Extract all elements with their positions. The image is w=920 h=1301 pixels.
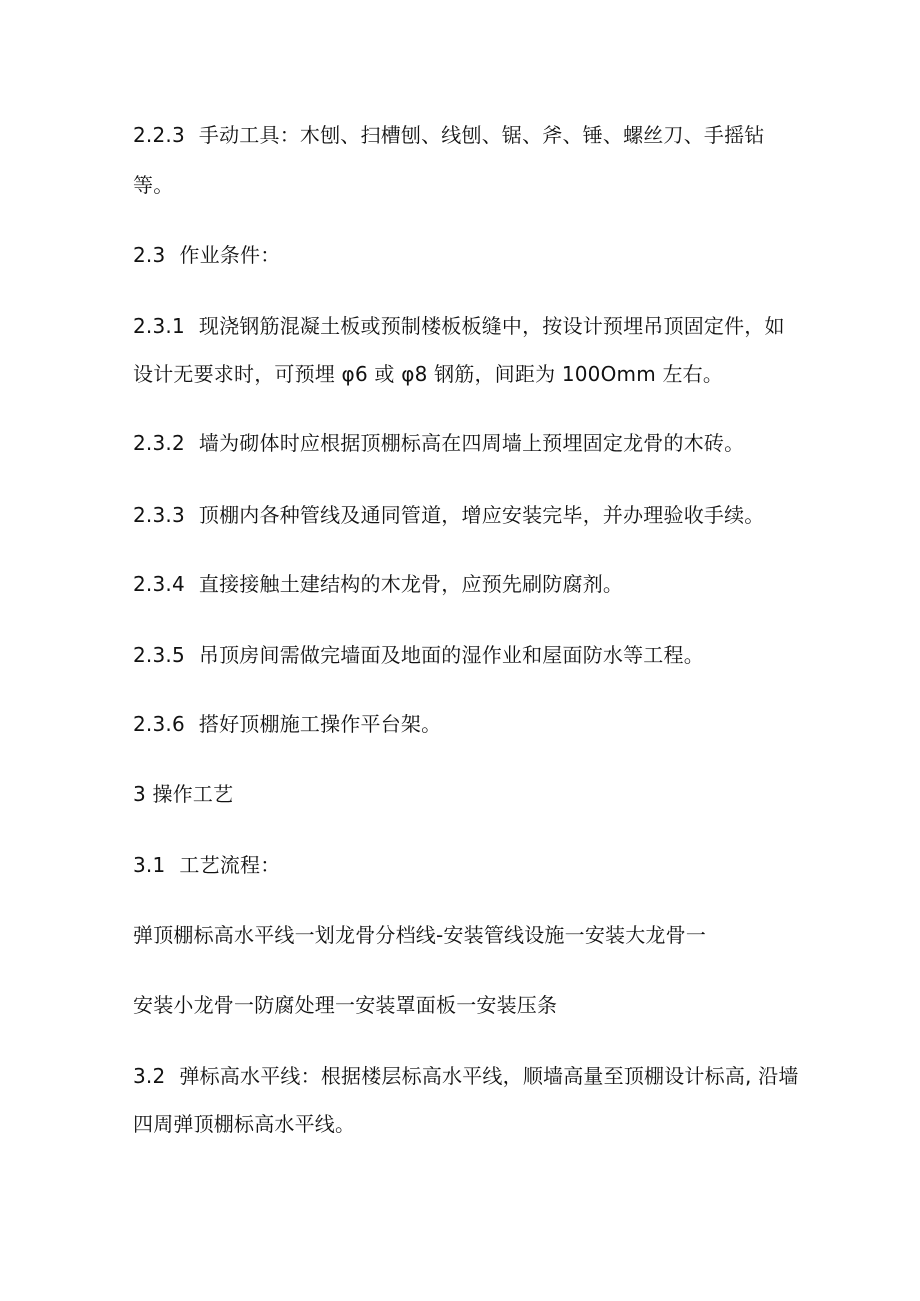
paragraph-text: 工艺流程： [179,853,281,877]
paragraph-text: 安装小龙骨一防腐处理一安装罩面板一安装压条 [133,993,558,1017]
paragraph-3-1 [133,851,813,879]
paragraph-text: 四周弹顶棚标高水平线。 [133,1112,356,1136]
section-number: 2.3 [133,243,166,267]
paragraph-2-2-3 [133,121,813,149]
paragraph-2-3-1 [133,312,813,340]
paragraph-2-2-3-continued [133,171,813,199]
paragraph-text: 作业条件： [179,243,281,267]
paragraph-text: 等。 [133,173,174,197]
paragraph-text: 搭好顶棚施工操作平台架。 [198,712,442,736]
paragraph-text: 墙为砌体时应根据顶棚标高在四周墙上预埋固定龙骨的木砖。 [198,431,745,455]
paragraph-2-3-1-continued [133,360,813,388]
paragraph-3-2 [133,1062,813,1090]
section-number: 3.2 [133,1064,166,1088]
paragraph-2-3-5 [133,641,813,669]
section-number: 2.3.1 [133,314,185,338]
heading-3 [133,780,813,808]
section-number: 2.3.6 [133,712,185,736]
paragraph-2-3-3 [133,501,813,529]
section-number: 2.2.3 [133,123,185,147]
section-number: 3.1 [133,853,166,877]
paragraph-text: 设计无要求时，可预埋 φ6 或 φ8 钢筋，间距为 100Omm 左右。 [133,362,724,386]
paragraph-text: 顶棚内各种管线及通同管道，增应安装完毕，并办理验收手续。 [198,503,765,527]
section-number: 2.3.3 [133,503,185,527]
paragraph-text: 弹顶棚标高水平线一划龙骨分档线-安装管线设施一安装大龙骨一 [133,923,707,947]
paragraph-2-3-4 [133,570,813,598]
section-heading: 3 操作工艺 [133,782,234,806]
paragraph-text: 弹标高水平线：根据楼层标高水平线，顺墙高量至顶棚设计标高, 沿墙 [179,1064,799,1088]
paragraph-text: 直接接触土建结构的木龙骨，应预先刷防腐剂。 [198,572,624,596]
process-flow-line-1 [133,921,813,949]
paragraph-2-3 [133,241,813,269]
section-number: 2.3.5 [133,643,185,667]
section-number: 2.3.4 [133,572,185,596]
section-number: 2.3.2 [133,431,185,455]
paragraph-2-3-6 [133,710,813,738]
paragraph-2-3-2 [133,429,813,457]
paragraph-text: 手动工具：木刨、扫槽刨、线刨、锯、斧、锤、螺丝刀、手摇钻 [198,123,765,147]
paragraph-text: 现浇钢筋混凝土板或预制楼板板缝中，按设计预埋吊顶固定件，如 [198,314,785,338]
paragraph-3-2-continued [133,1110,813,1138]
paragraph-text: 吊顶房间需做完墙面及地面的湿作业和屋面防水等工程。 [198,643,704,667]
process-flow-line-2 [133,991,813,1019]
